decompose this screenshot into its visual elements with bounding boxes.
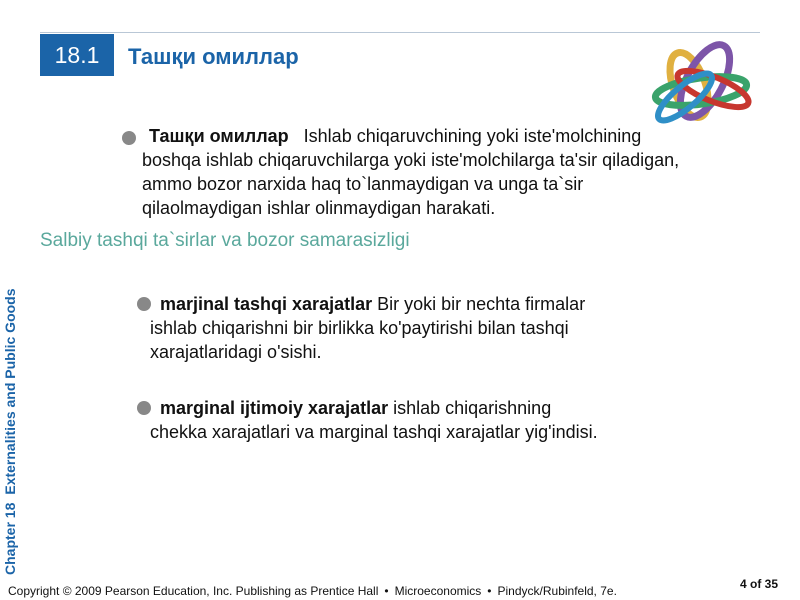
definition-bullet	[142, 124, 679, 220]
header-rule	[40, 32, 760, 33]
definition-line-1: Ishlab chiqaruvchining yoki iste'molchining	[303, 126, 642, 146]
definition-term: Ташқи омиллар	[149, 126, 289, 146]
bullet-dot	[122, 131, 136, 145]
bullet-dot	[137, 401, 151, 415]
section-number: 18.1	[40, 34, 114, 76]
footer-book: Microeconomics	[394, 584, 482, 598]
marginal-external-line-3: xarajatlaridagi o'sishi.	[150, 342, 322, 362]
footer-authors: Pindyck/Rubinfeld, 7e.	[497, 584, 617, 598]
marginal-external-line-1: Bir yoki bir nechta firmalar	[377, 294, 586, 314]
footer	[8, 584, 617, 598]
bullet-dot	[137, 297, 151, 311]
marginal-social-term: marginal ijtimoiy xarajatlar	[160, 398, 389, 418]
rings-logo-icon	[645, 37, 757, 135]
marginal-external-line-2: ishlab chiqarishni bir birlikka ko'paytirishi bilan tashqi	[150, 318, 569, 338]
footer-separator: •	[384, 584, 389, 598]
footer-separator: •	[487, 584, 492, 598]
marginal-social-line-1: ishlab chiqarishning	[393, 398, 552, 418]
section-subheading: Salbiy tashqi ta`sirlar va bozor samarasizligi	[40, 230, 410, 251]
definition-line-2: boshqa ishlab chiqaruvchilarga yoki iste'molchilarga ta'sir qiladigan,	[142, 150, 680, 170]
chapter-number: Chapter 18	[2, 502, 18, 575]
page-number: 4 of 35	[740, 577, 779, 591]
chapter-side-label	[2, 288, 18, 575]
definition-line-3: ammo bozor narxida haq to`lanmaydigan va unga ta`sir	[142, 174, 584, 194]
footer-copyright: Copyright © 2009 Pearson Education, Inc. Publishing as Prentice Hall	[8, 584, 379, 598]
marginal-external-term: marjinal tashqi xarajatlar	[160, 294, 373, 314]
marginal-external-bullet	[150, 292, 585, 364]
slide-title: Ташқи омиллар	[128, 44, 299, 69]
chapter-title: Externalities and Public Goods	[2, 288, 18, 495]
marginal-social-line-2: chekka xarajatlari va marginal tashqi xarajatlar yig'indisi.	[150, 422, 598, 442]
marginal-social-bullet	[150, 396, 598, 444]
definition-line-4: qilaolmaydigan ishlar olinmaydigan harakati.	[142, 198, 496, 218]
